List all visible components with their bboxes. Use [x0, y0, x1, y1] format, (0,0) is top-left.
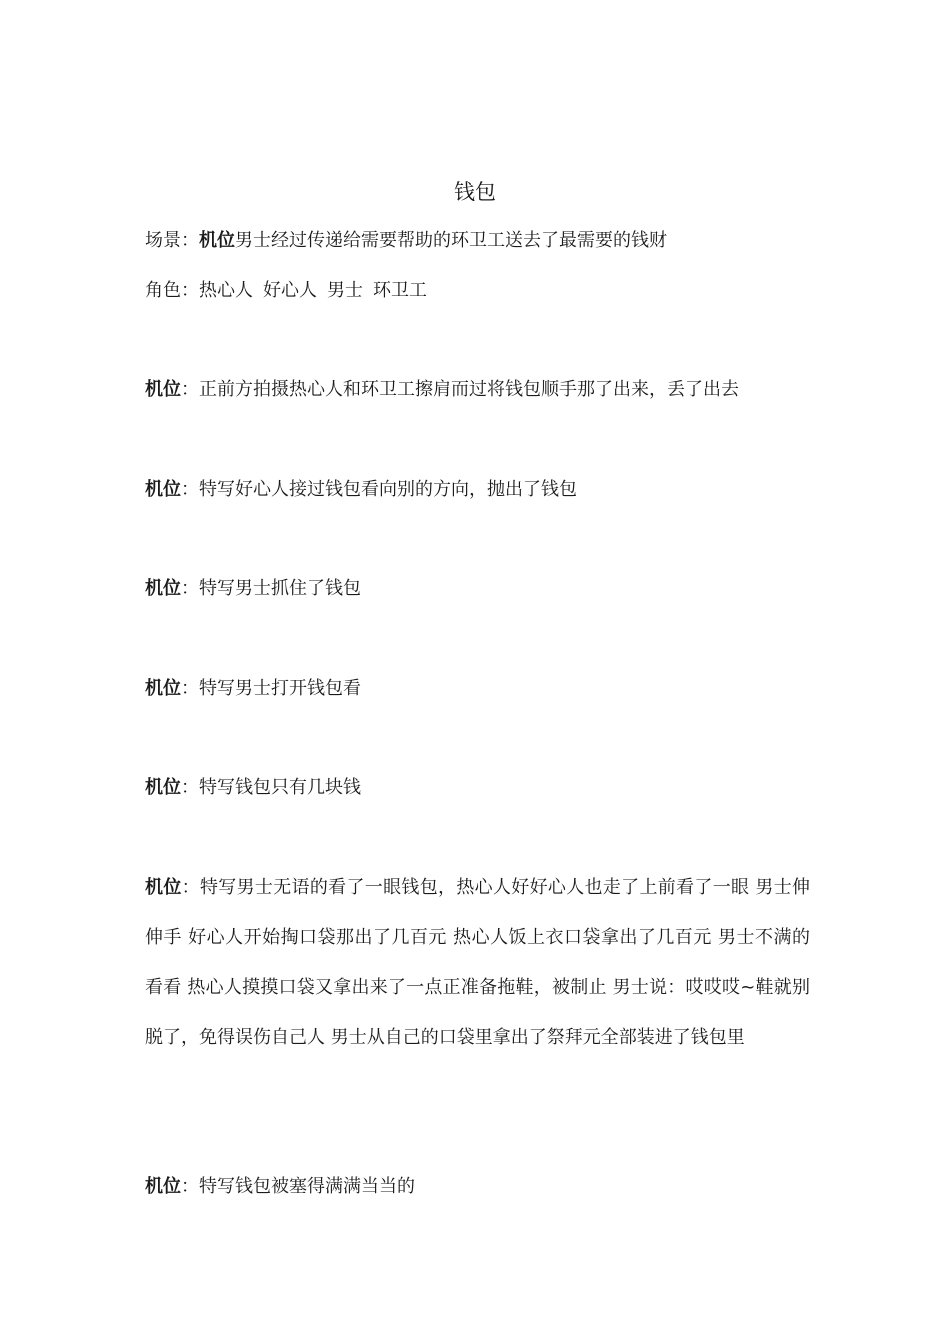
- shot-label: 机位: [145, 1176, 181, 1197]
- roles-line: [145, 279, 810, 303]
- shot-label: 机位: [145, 877, 182, 898]
- shot-separator: ：: [181, 777, 199, 798]
- scene-text: 男士经过传递给需要帮助的环卫工送去了最需要的钱财: [235, 230, 667, 251]
- role-item: 环卫工: [373, 280, 427, 301]
- role-item: 热心人: [199, 280, 253, 301]
- shot-label: 机位: [145, 777, 181, 798]
- shot-separator: ：: [181, 877, 200, 898]
- shot-label: 机位: [145, 379, 181, 400]
- shot-line: [145, 1175, 810, 1199]
- shot-text: 特写钱包被塞得满满当当的: [199, 1176, 415, 1197]
- shot-text: 特写男士无语的看了一眼钱包，热心人好好心人也走了上前看了一眼 男士伸伸手 好心人开始掏口袋那出了几百元 热心人饭上衣口袋拿出了几百元 男士不满的看看 热心人摸摸口袋又拿出来了一点正准备拖鞋，被制止 男士说：哎哎哎~鞋就别脱了，免得误伤自己人 男士从自己的口袋里拿出了祭拜元全部装进了钱包里: [145, 877, 811, 1048]
- shot-text: 特写男士抓住了钱包: [199, 578, 361, 599]
- shot-separator: ：: [181, 1176, 199, 1197]
- shot-text: 正前方拍摄热心人和环卫工擦肩而过将钱包顺手那了出来，丢了出去: [199, 379, 739, 400]
- shot-line: [145, 776, 810, 800]
- shot-line: [145, 677, 810, 701]
- shot-label: 机位: [145, 678, 181, 699]
- document-title: 钱包: [454, 180, 496, 204]
- shot-paragraph: [145, 863, 810, 1063]
- role-item: 好心人: [263, 280, 317, 301]
- scene-label: 场景：: [145, 230, 199, 251]
- shot-label: 机位: [145, 479, 181, 500]
- shot-text: 特写钱包只有几块钱: [199, 777, 361, 798]
- shot-separator: ：: [181, 678, 199, 699]
- shot-text: 特写男士打开钱包看: [199, 678, 361, 699]
- shot-text: 特写好心人接过钱包看向别的方向，抛出了钱包: [199, 479, 577, 500]
- shot-line: [145, 577, 810, 601]
- shot-line: [145, 478, 810, 502]
- role-item: 男士: [327, 280, 363, 301]
- shot-label: 机位: [145, 578, 181, 599]
- shot-line: [145, 378, 810, 402]
- scene-line: [145, 229, 810, 253]
- scene-bold-term: 机位: [199, 230, 235, 251]
- shot-separator: ：: [181, 379, 199, 400]
- shot-separator: ：: [181, 578, 199, 599]
- roles-label: 角色：: [145, 280, 199, 301]
- shot-separator: ：: [181, 479, 199, 500]
